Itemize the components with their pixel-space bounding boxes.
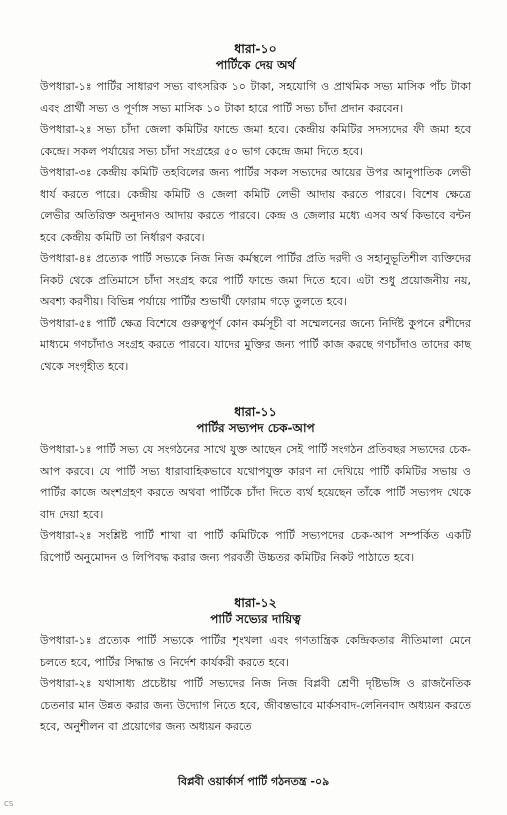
section-spacer (40, 568, 471, 594)
section-spacer (40, 377, 471, 403)
paragraph: উপধারা-৫ঃ পার্টি ক্ষেত্র বিশেষে গুরুত্বপূর্ণ কোন কর্মসূচী বা সম্মেলনের জন্যে নির্দিষ্ট কুপনে রশীদের মাধ্যমে গণচাঁদাও সংগ্রহ করতে পারবে। যাদের মুক্তির জন্য পার্টি কাজ করছে গণচাঁদাও তাদের কাছ থেকে সংগৃহীত হবে। (40, 316, 471, 373)
paragraph: উপধারা-১ঃ পার্টির সাধারণ সভ্য বাৎসরিক ১০ টাকা, সহযোগি ও প্রাথমিক সভ্য মাসিক পাঁচ টাকা এবং প্রার্থী সভ্য ও পূর্ণাঙ্গ সভ্য মাসিক ১০ টাকা হারে পার্টি সভ্য চাঁদা প্রদান করবেন। (40, 80, 471, 115)
section-subheading: পার্টিকে দেয় অর্থ (215, 58, 296, 72)
section-dhara-12 (40, 594, 471, 738)
paragraph: উপধারা-৪ঃ প্রত্যেক পার্টি সভ্যকে নিজ নিজ কর্মস্থলে পার্টির প্রতি দরদী ও সহানুভূতিশীল ব্যক্তিদের নিকট থেকে প্রতিমাসে চাঁদা সংগ্রহ করে পার্টি ফান্ডে জমা দিতে হবে। এটা শুধু প্রয়োজনীয় নয়, অবশ্য করণীয়। বিভিন্ন পর্যায়ে পার্টির শুভার্থী ফোরাম গড়ে তুলতে হবে। (40, 252, 471, 308)
paragraph: উপধারা-২ঃ যথাসাধ্য প্রচেষ্টায় পার্টি সভ্যদের নিজ নিজ বিপ্লবী শ্রেণী দৃষ্টিভঙ্গি ও রাজনৈতিক চেতনার মান উন্নত করার জন্য উদ্যোগ নিতে হবে, জীবন্তভাবে মার্কসবাদ-লেনিনবাদ অধ্যয়ন করতে হবে, অনুশীলন বা প্রয়োগের জন্য অধ্যয়ন করতে (40, 677, 471, 733)
section-heading: ধারা-১১ (234, 404, 277, 419)
paragraph: উপধারা-২ঃ সভ্য চাঁদা জেলা কমিটির ফান্ডে জমা হবে। কেন্দ্রীয় কমিটির সদস্যদের ফী জমা হবে কেন্দ্রে। সকল পর্যায়ের সভ্য চাঁদা সংগ্রহের ৫০ ভাগ কেন্দ্রে জমা দিতে হবে। (40, 123, 471, 158)
paragraph: উপধারা-৩ঃ কেন্দ্রীয় কমিটি তহবিলের জন্য পার্টির সকল সভ্যদের আয়ের উপর আনুপাতিক লেভী ধার্য করতে পারে। কেন্দ্রীয় কমিটি ও জেলা কমিটি লেভী আদায় করতে পারবে। বিশেষ ক্ষেত্রে লেভীর অতিরিক্ত অনুদানও আদায় করতে পারবে। কেন্দ্র ও জেলার মধ্যে এসব অর্থ কিভাবে বন্টন হবে কেন্দ্রীয় কমিটি তা নির্ধারণ করবে। (40, 166, 471, 244)
section-subheading: পার্টির সভ্যপদ চেক-আপ (196, 421, 315, 435)
section-dhara-10 (40, 40, 471, 377)
section-heading: ধারা-১২ (234, 595, 277, 610)
scanner-watermark: CS (4, 800, 14, 808)
paragraph: উপধারা-১ঃ প্রত্যেক পার্টি সভ্যকে পার্টির শৃংখলা এবং গণতান্ত্রিক কেন্দ্রিকতার নীতিমালা মেনে চলতে হবে, পার্টির সিদ্ধান্ত ও নির্দেশ কার্যকরী করতে হবে। (40, 634, 471, 669)
page-footer: বিপ্লবী ওয়ার্কার্স পার্টি গঠনতন্ত্র -০৯ (177, 775, 330, 788)
section-dhara-11 (40, 403, 471, 568)
section-heading: ধারা-১০ (234, 41, 277, 56)
section-subheading: পার্টি সভ্যের দায়িত্ব (210, 612, 301, 626)
paragraph: উপধারা-১ঃ পার্টি সভ্য যে সংগঠনের সাথে যুক্ত আছেন সেই পার্টি সংগঠন প্রতিবছর সভ্যদের চেক-আপ করবে। যে পার্টি সভ্য ধারাবাহিকভাবে যথোপযুক্ত কারণ না দেখিয়ে পার্টি কমিটির সভায় ও পার্টির কাজে অংশগ্রহণ করতে অথবা পার্টিকে চাঁদা দিতে ব্যর্থ হয়েছেন তাঁকে পার্টি সভ্যপদ থেকে বাদ দেয়া হবে। (40, 443, 471, 521)
paragraph: উপধারা-২ঃ সংশ্লিষ্ট পার্টি শাখা বা পার্টি কমিটিকে পার্টি সভ্যপদের চেক-আপ সম্পর্কিত একটি রিপোর্ট অনুমোদন ও লিপিবদ্ধ করার জন্য পরবর্তী উচ্চতর কমিটির নিকট পাঠাতে হবে। (40, 529, 471, 564)
